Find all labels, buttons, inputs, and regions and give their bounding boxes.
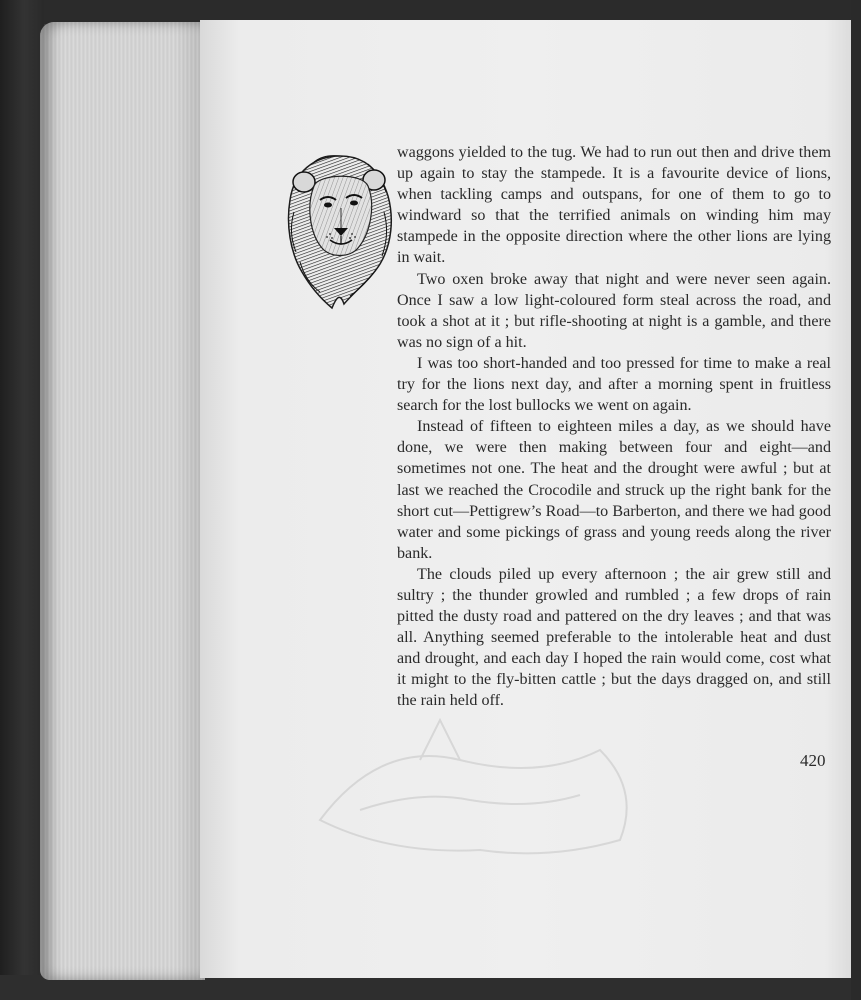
paragraph: Two oxen broke away that night and were never seen again. Once I saw a low light-coloured form steal across the road, and took a shot at it ; but rifle-shooting at night is a gamble, and there was no sign of a hit. xyxy=(397,270,831,351)
page-number: 420 xyxy=(800,751,826,770)
bleed-through-sketch xyxy=(300,700,660,870)
page-edges xyxy=(40,22,205,980)
page-body-text xyxy=(397,142,831,712)
paragraph: I was too short-handed and too pressed for time to make a real try for the lions next day, and after a morning spent in fruitless search for the lost bullocks we went on again. xyxy=(397,354,831,415)
book-cover-right xyxy=(851,0,861,1000)
paragraph: Instead of fifteen to eighteen miles a day, as we should have done, we were then making between four and eight—and sometimes not one. The heat and the drought were awful ; but at last we reached the Crocodile and struck up the right bank for the short cut—Pettigrew’s Road—to Barberton, and there we had good water and some pickings of grass and young reeds along the river bank. xyxy=(397,418,831,562)
book-spine xyxy=(0,0,44,1000)
paragraph: waggons yielded to the tug. We had to run out then and drive them up again to stay the stampede. It is a favourite device of lions, when tackling camps and outspans, for one of them to go to windward so that the terrified animals on winding him may stampede in the opposite direction where the other lions are lying in wait. xyxy=(397,144,831,267)
paragraph: The clouds piled up every afternoon ; the air grew still and sultry ; the thunder growled and rumbled ; a few drops of rain pitted the dusty road and pattered on the dry leaves ; and that was all. Anything seemed preferable to the intolerable heat and dust and drought, and each day I hoped the rain would come, cost what it might to the fly-bitten cattle ; but the days dragged on, and still the rain held off. xyxy=(397,565,831,710)
lion-head-icon xyxy=(284,152,396,312)
